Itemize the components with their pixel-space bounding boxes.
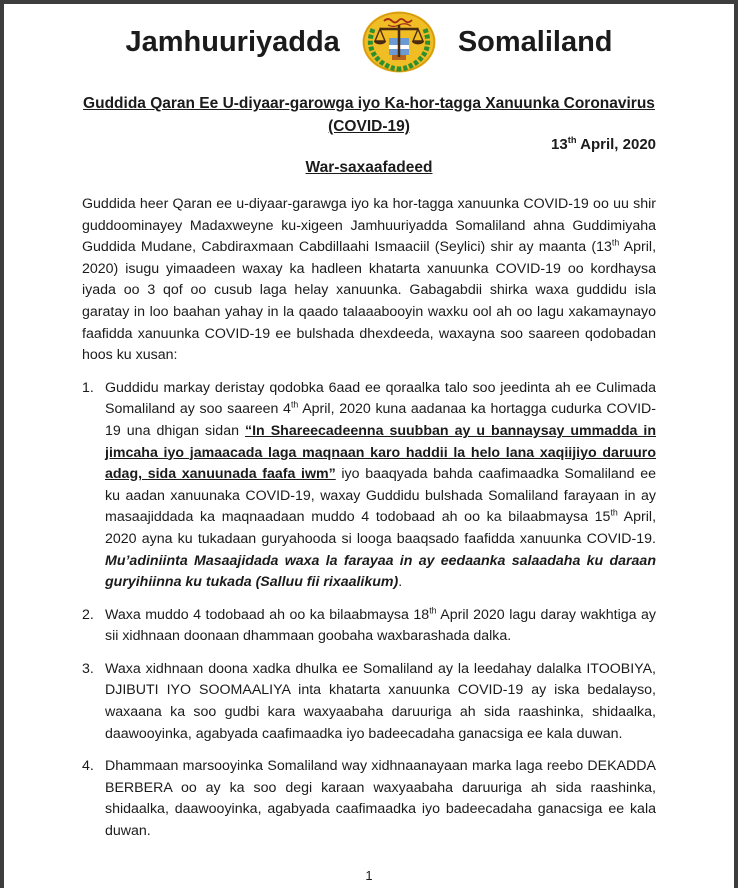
document-date: 13th April, 2020 (551, 135, 656, 153)
press-release-heading: War-saxaafadeed (305, 159, 433, 176)
list-item-number: 3. (82, 660, 94, 677)
list-item-number: 2. (82, 606, 94, 623)
list-item-text: Waxa muddo 4 todobaad ah oo ka bilaabmaysa 18th April 2020 lagu daray wakhtiga ay sii xidhnaan doonaan dhammaan goobaha waxbarashada dalka. (105, 604, 656, 645)
document-title (82, 93, 656, 138)
list-item-number: 1. (82, 379, 94, 396)
list-item-text: Guddidu markay deristay qodobka 6aad ee qoraalka talo soo jeedinta ah ee Culimada Somaliland ay soo saareen 4th April, 2020 kuna aadanaa ka hortagga cudurka COVID-19 una dhigan sidan “In Shareecadeenna suubban ay u bannaysay ummadda in jimcaha iyo jamaacada laga maqnaan karo haddii la helo lana xaqiijiyo daruuro adag, sida xanuunada faafa iwm” iyo baaqyada bahda caafimaadka Somaliland ee ku aadan xanuunaka COVID-19, waxay Guddidu bulshada Somaliland farayaan in ay masaajiddada ka maqnaadaan muddo 4 todobaad ah oo ka bilaabmaysa 15th April, 2020 ayna ku tukadaan guryahooda si looga baaqsado faafidda xanuunka COVID-19. Mu’adiniinta Masaajidada waxa la farayaa in ay eedaanka salaadaha ku daraan guryihiinna ku tukada (Salluu fii rixaalikum). (105, 379, 657, 591)
list-item-number: 4. (82, 758, 94, 775)
decisions-list (82, 378, 656, 843)
somaliland-emblem-icon (362, 11, 436, 73)
document-title-line1: Guddida Qaran Ee U-diyaar-garowga iyo Ka-hor-tagga Xanuunka Coronavirus (83, 95, 655, 112)
header-title-left: Jamhuuriyadda (125, 25, 340, 58)
document-title-line2: (COVID-19) (328, 117, 410, 135)
intro-paragraph: Guddida heer Qaran ee u-diyaar-garawga iyo ka hor-tagga xanuunka COVID-19 oo uu shir guddoominayey Madaxweyne ku-xigeen Jamhuuriyadda Somaliland ahna Guddimiyaha Guddida Mudane, Cabdiraxmaan Cabdillaahi Ismaaciil (Seylici) shir ay maanta (13th April, 2020) isugu yimaadeen waxay ka hadleen khatarta xanuunka COVID-19 oo kordhaysa iyada oo 3 qof oo cusub laga helay xanuunka. Gabagabdii shirka waxa guddidu isla garatay in loo baahan yahay in la qaado talaaabooyin waxku ool ah oo lagu xakamaynayo faafidda xanuunka COVID-19 ee bulshada dhexdeeda, waxayna soo saareen qodobadan hoos ku xusan: (82, 196, 657, 364)
list-item-text: Dhammaan marsooyinka Somaliland way xidhnaanayaan marka laga reebo DEKADDA BERBERA oo ay ka soo degi karaan waxyaabaha daruuriga ah sida raashinka, shidaalka, daawooyinka, agabyada caafimaadka iyo badeecadaha ganacsiga ee kala duwan. (105, 758, 656, 840)
header-title-right: Somaliland (457, 25, 613, 58)
list-item-text: Waxa xidhnaan doona xadka dhulka ee Somaliland ay la leedahay dalalka ITOOBIYA, DJIBUTI IYO SOOMAALIYA inta khatarta xanuunka COVID-19 ay iska bedalayso, waxaana ka soo gudbi kara waxyaabaha daruuriga ah sida raashinka, shidaalka, daawooyinka, agabyada caafimaadka iyo badeecadaha ganacsiga ee kala duwan. (105, 660, 656, 742)
list-item (82, 605, 656, 648)
list-item (82, 378, 656, 594)
list-item (82, 659, 656, 745)
document-header (82, 10, 656, 74)
list-item (82, 756, 656, 842)
page-number: 1 (365, 868, 373, 883)
